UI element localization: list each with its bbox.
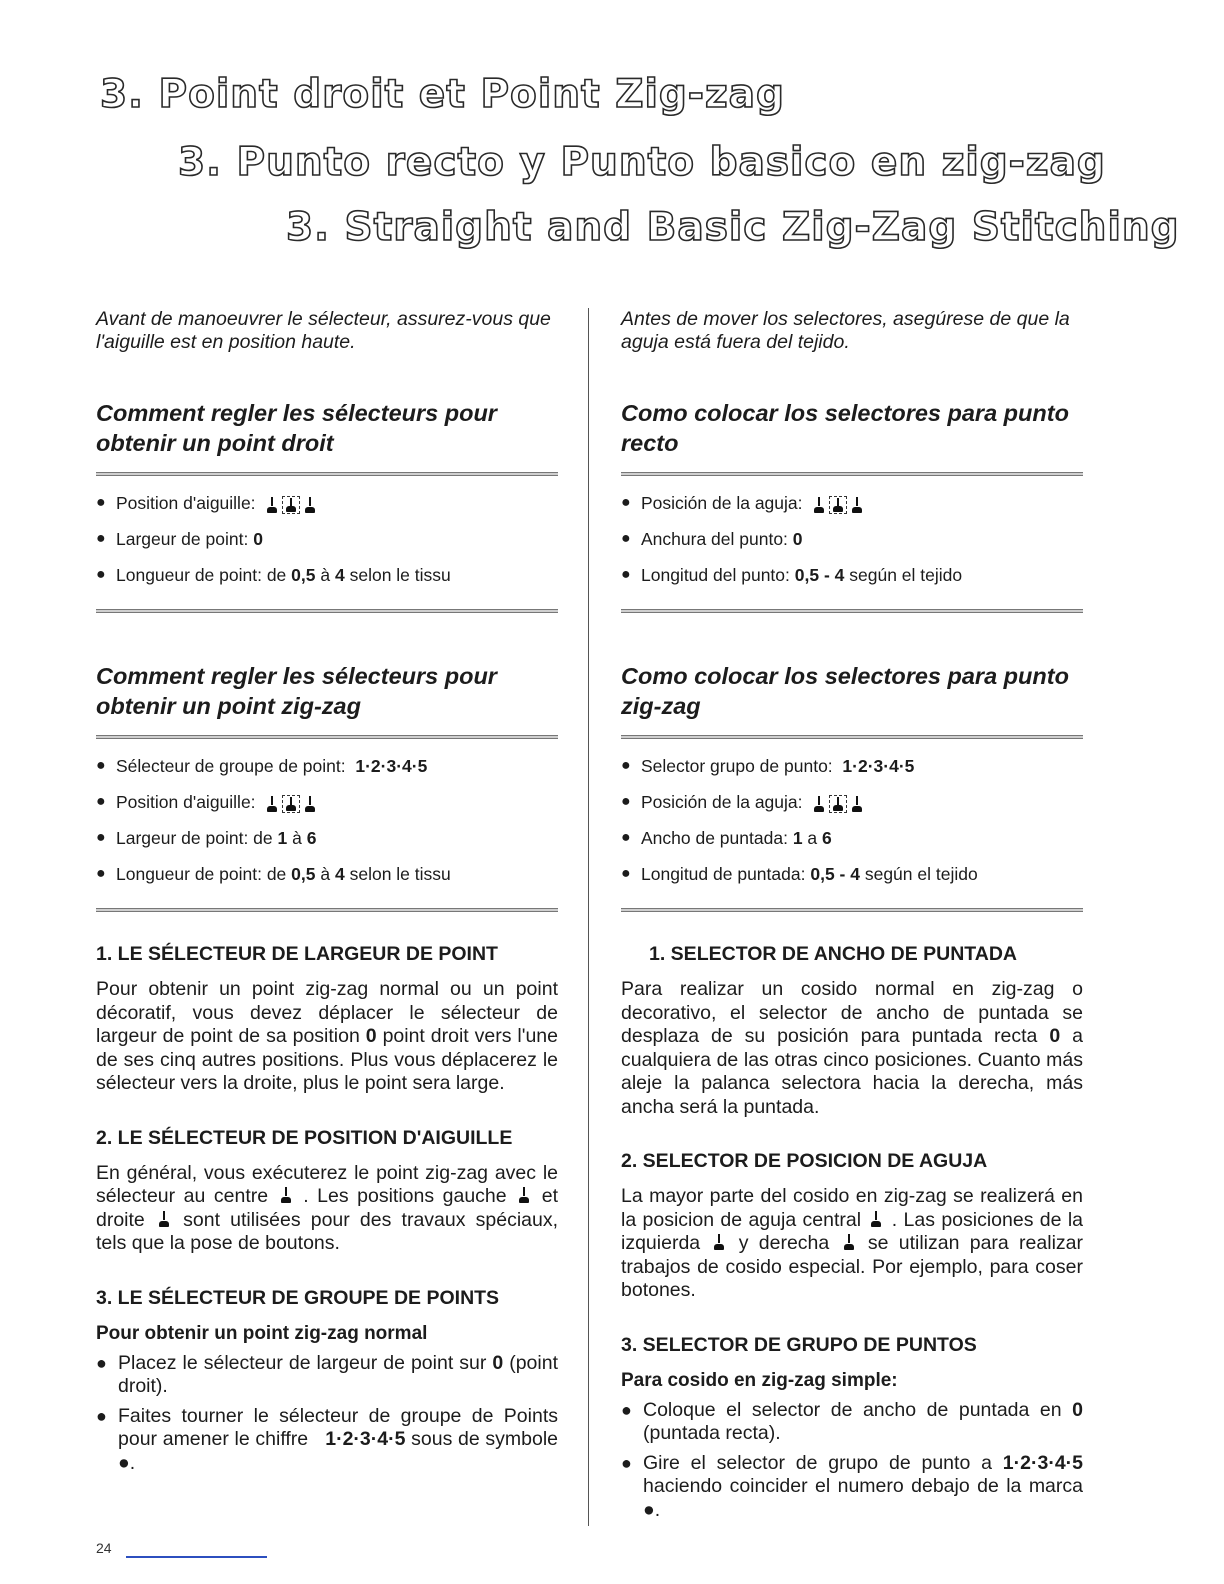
zigzag-settings [96,739,558,908]
needle-center-icon [870,1210,882,1228]
needle-position-icon [266,791,316,813]
needle-right-icon [843,1233,855,1251]
needle-position-icon [813,791,863,813]
straight-settings [96,476,558,609]
section-2-title: 2. LE SÉLECTEUR DE POSITION D'AIGUILLE [96,1126,513,1149]
spec-stitch-length: ● Longueur de point: de 0,5 à 4 selon le tissu [96,565,451,585]
straight-stitch-heading: Como colocar los selectores para punto recto [621,400,1069,456]
intro-text: Antes de mover los selectores, asegúrese de que la aguja está fuera del tejido. [621,308,1070,353]
zigzag-settings [621,739,1083,908]
needle-right-icon [158,1210,170,1228]
spec-needle-position: ● Posición de la aguja: [621,492,1083,528]
title-french: 3. Point droit et Point Zig-zag [100,72,785,117]
needle-position-icon [266,492,316,514]
section-2-text: En général, vous exécuterez le point zig-zag avec le sélecteur au centre . Les positions gauche et droite sont utilisées pour des travaux spéciaux, tels que la pose de boutons. [96,1161,559,1254]
needle-position-icon [813,492,863,514]
spec-stitch-length: ● Longueur de point: de 0,5 à 4 selon le tissu [96,864,451,884]
section-1-text: Pour obtenir un point zig-zag normal ou un point décoratif, vous devez déplacer le sélecteur de largeur de point de sa position 0 point droit vers l'une de ses cinq autres positions. Plus vous déplacerez le sélecteur vers la droite, plus le point sera large. [96,978,559,1094]
title-english: 3. Straight and Basic Zig-Zag Stitching [286,205,1180,250]
section-1-title: 1. LE SÉLECTEUR DE LARGEUR DE POINT [96,943,498,965]
list-item: ● Placez le sélecteur de largeur de point sur 0 (point droit). [96,1351,558,1397]
needle-left-icon [518,1186,530,1204]
list-item: ● Gire el selector de grupo de punto a 1·2·3·4·5 haciendo coincider el numero debajo de la marca ●. [621,1451,1083,1521]
footer-line [126,1556,267,1558]
needle-center-icon [280,1186,292,1204]
spec-stitch-width: ● Largeur de point: 0 [96,529,263,549]
intro-text: Avant de manoeuvrer le sélecteur, assurez-vous que l'aiguille est en position haute. [96,308,551,353]
zigzag-stitch-heading: Comment regler les sélecteurs pour obtenir un point zig-zag [96,663,497,719]
list-item: ● Coloque el selector de ancho de puntada en 0 (puntada recta). [621,1398,1083,1444]
rule [621,908,1083,912]
title-spanish: 3. Punto recto y Punto basico en zig-zag [178,140,1106,185]
spec-needle-position: ● Posición de la aguja: [621,791,1083,827]
rule [96,908,558,912]
spec-needle-position: ● Position d'aiguille: [96,791,558,827]
spec-stitch-group: ● Sélecteur de groupe de point: 1·2·3·4·5 [96,756,428,776]
column-divider [588,308,589,1526]
spec-stitch-width: ● Anchura del punto: 0 [621,529,803,549]
spec-stitch-length: ● Longitud del punto: 0,5 - 4 según el tejido [621,565,963,585]
needle-left-icon [713,1233,725,1251]
section-3-title: 3. SELECTOR DE GRUPO DE PUNTOS [621,1333,977,1356]
section-2-title: 2. SELECTOR DE POSICION DE AGUJA [621,1150,988,1172]
section-2-text: La mayor parte del cosido en zig-zag se realizerá en la posicion de aguja central . Las posiciones de la izquierda y derecha se utilizan para realizar trabajos de cosido especial. Por ejemplo, para coser botones. [621,1185,1084,1301]
section-3-subtitle: Pour obtenir un point zig-zag normal [96,1322,428,1344]
column-spanish [621,308,1083,1528]
spec-stitch-length: ● Longitud de puntada: 0,5 - 4 según el tejido [621,864,978,884]
column-french [96,308,558,1481]
spec-stitch-group: ● Selector grupo de punto: 1·2·3·4·5 [621,756,915,776]
list-item: ● Faites tourner le sélecteur de groupe de Points pour amener le chiffre 1·2·3·4·5 sous de symbole ●. [96,1404,559,1474]
section-1-text: Para realizar un cosido normal en zig-zag o decorativo, el selector de ancho de puntada se desplaza de su posición para puntada recta 0 a cualquiera de las otras cinco posiciones. Cuanto más aleje la palanca selectora hacia la derecha, más ancha será la puntada. [621,978,1084,1118]
spec-stitch-width: ● Largeur de point: de 1 à 6 [96,828,317,848]
spec-stitch-width: ● Ancho de puntada: 1 a 6 [621,828,832,848]
zigzag-stitch-heading: Como colocar los selectores para punto zig-zag [621,663,1069,719]
page-number: 24 [96,1540,112,1556]
spec-needle-position: ● Position d'aiguille: [96,492,558,528]
section-3-subtitle: Para cosido en zig-zag simple: [621,1369,898,1391]
section-1-title: 1. SELECTOR DE ANCHO DE PUNTADA [649,943,1018,965]
section-3-title: 3. LE SÉLECTEUR DE GROUPE DE POINTS [96,1286,500,1309]
straight-stitch-heading: Comment regler les sélecteurs pour obtenir un point droit [96,400,497,456]
straight-settings [621,476,1083,609]
